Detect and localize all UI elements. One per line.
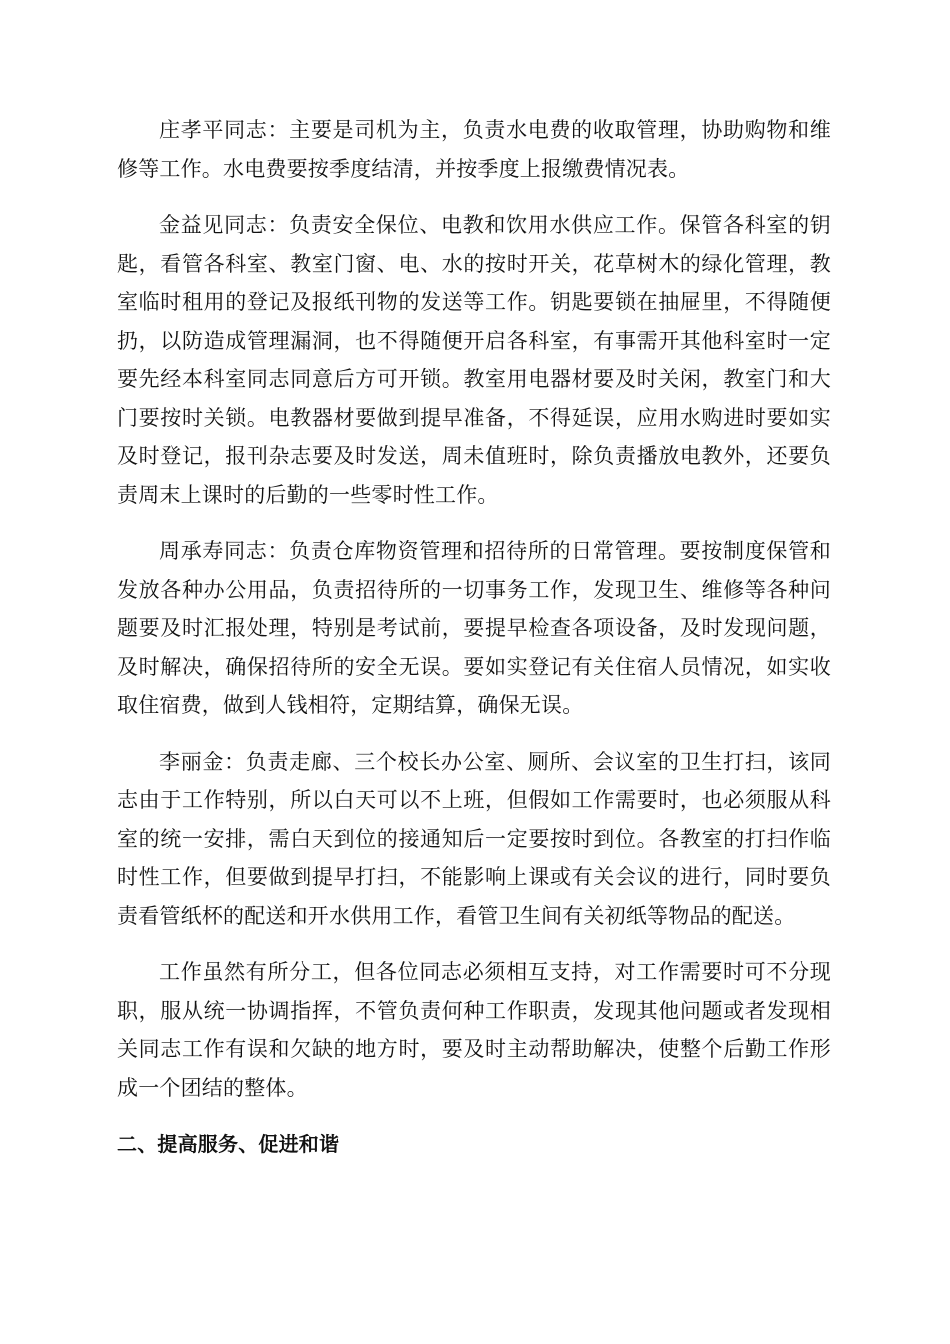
paragraph-zhou-chengshou: 周承寿同志：负责仓库物资管理和招待所的日常管理。要按制度保管和发放各种办公用品，负责招待所的一切事务工作，发现卫生、维修等各种问题要及时汇报处理，特别是考试前，要提早检查各项设备，及时发现问题，及时解决，确保招待所的安全无误。要如实登记有关住宿人员情况，如实收取住宿费，做到人钱相符，定期结算，确保无误。 [117,539,831,717]
paragraph-teamwork: 工作虽然有所分工，但各位同志必须相互支持，对工作需要时可不分现职，服从统一协调指挥，不管负责何种工作职责，发现其他问题或者发现相关同志工作有误和欠缺的地方时，要及时主动帮助解决，使整个后勤工作形成一个团结的整体。 [117,960,831,1100]
paragraph-zhuang-xiaoping: 庄孝平同志：主要是司机为主，负责水电费的收取管理，协助购物和维修等工作。水电费要按季度结清，并按季度上报缴费情况表。 [117,118,831,181]
document-body [117,111,831,1163]
section-heading: 二、提高服务、促进和谐 [117,1132,340,1156]
paragraph-jin-yijian: 金益见同志：负责安全保位、电教和饮用水供应工作。保管各科室的钥匙，看管各科室、教室门窗、电、水的按时开关，花草树木的绿化管理，教室临时租用的登记及报纸刊物的发送等工作。钥匙要锁在抽屉里，不得随便扔，以防造成管理漏洞，也不得随便开启各科室，有事需开其他科室时一定要先经本科室同志同意后方可开锁。教室用电器材要及时关闲，教室门和大门要按时关锁。电教器材要做到提早准备，不得延误，应用水购进时要如实及时登记，报刊杂志要及时发送，周未值班时，除负责播放电教外，还要负责周末上课时的后勤的一些零时性工作。 [117,213,831,507]
paragraph-li-lijin: 李丽金：负责走廊、三个校长办公室、厕所、会议室的卫生打扫，该同志由于工作特别，所以白天可以不上班，但假如工作需要时，也必须服从科室的统一安排，需白天到位的接通知后一定要按时到位。各教室的打扫作临时性工作，但要做到提早打扫，不能影响上课或有关会议的进行，同时要负责看管纸杯的配送和开水供用工作，看管卫生间有关初纸等物品的配送。 [117,749,831,928]
